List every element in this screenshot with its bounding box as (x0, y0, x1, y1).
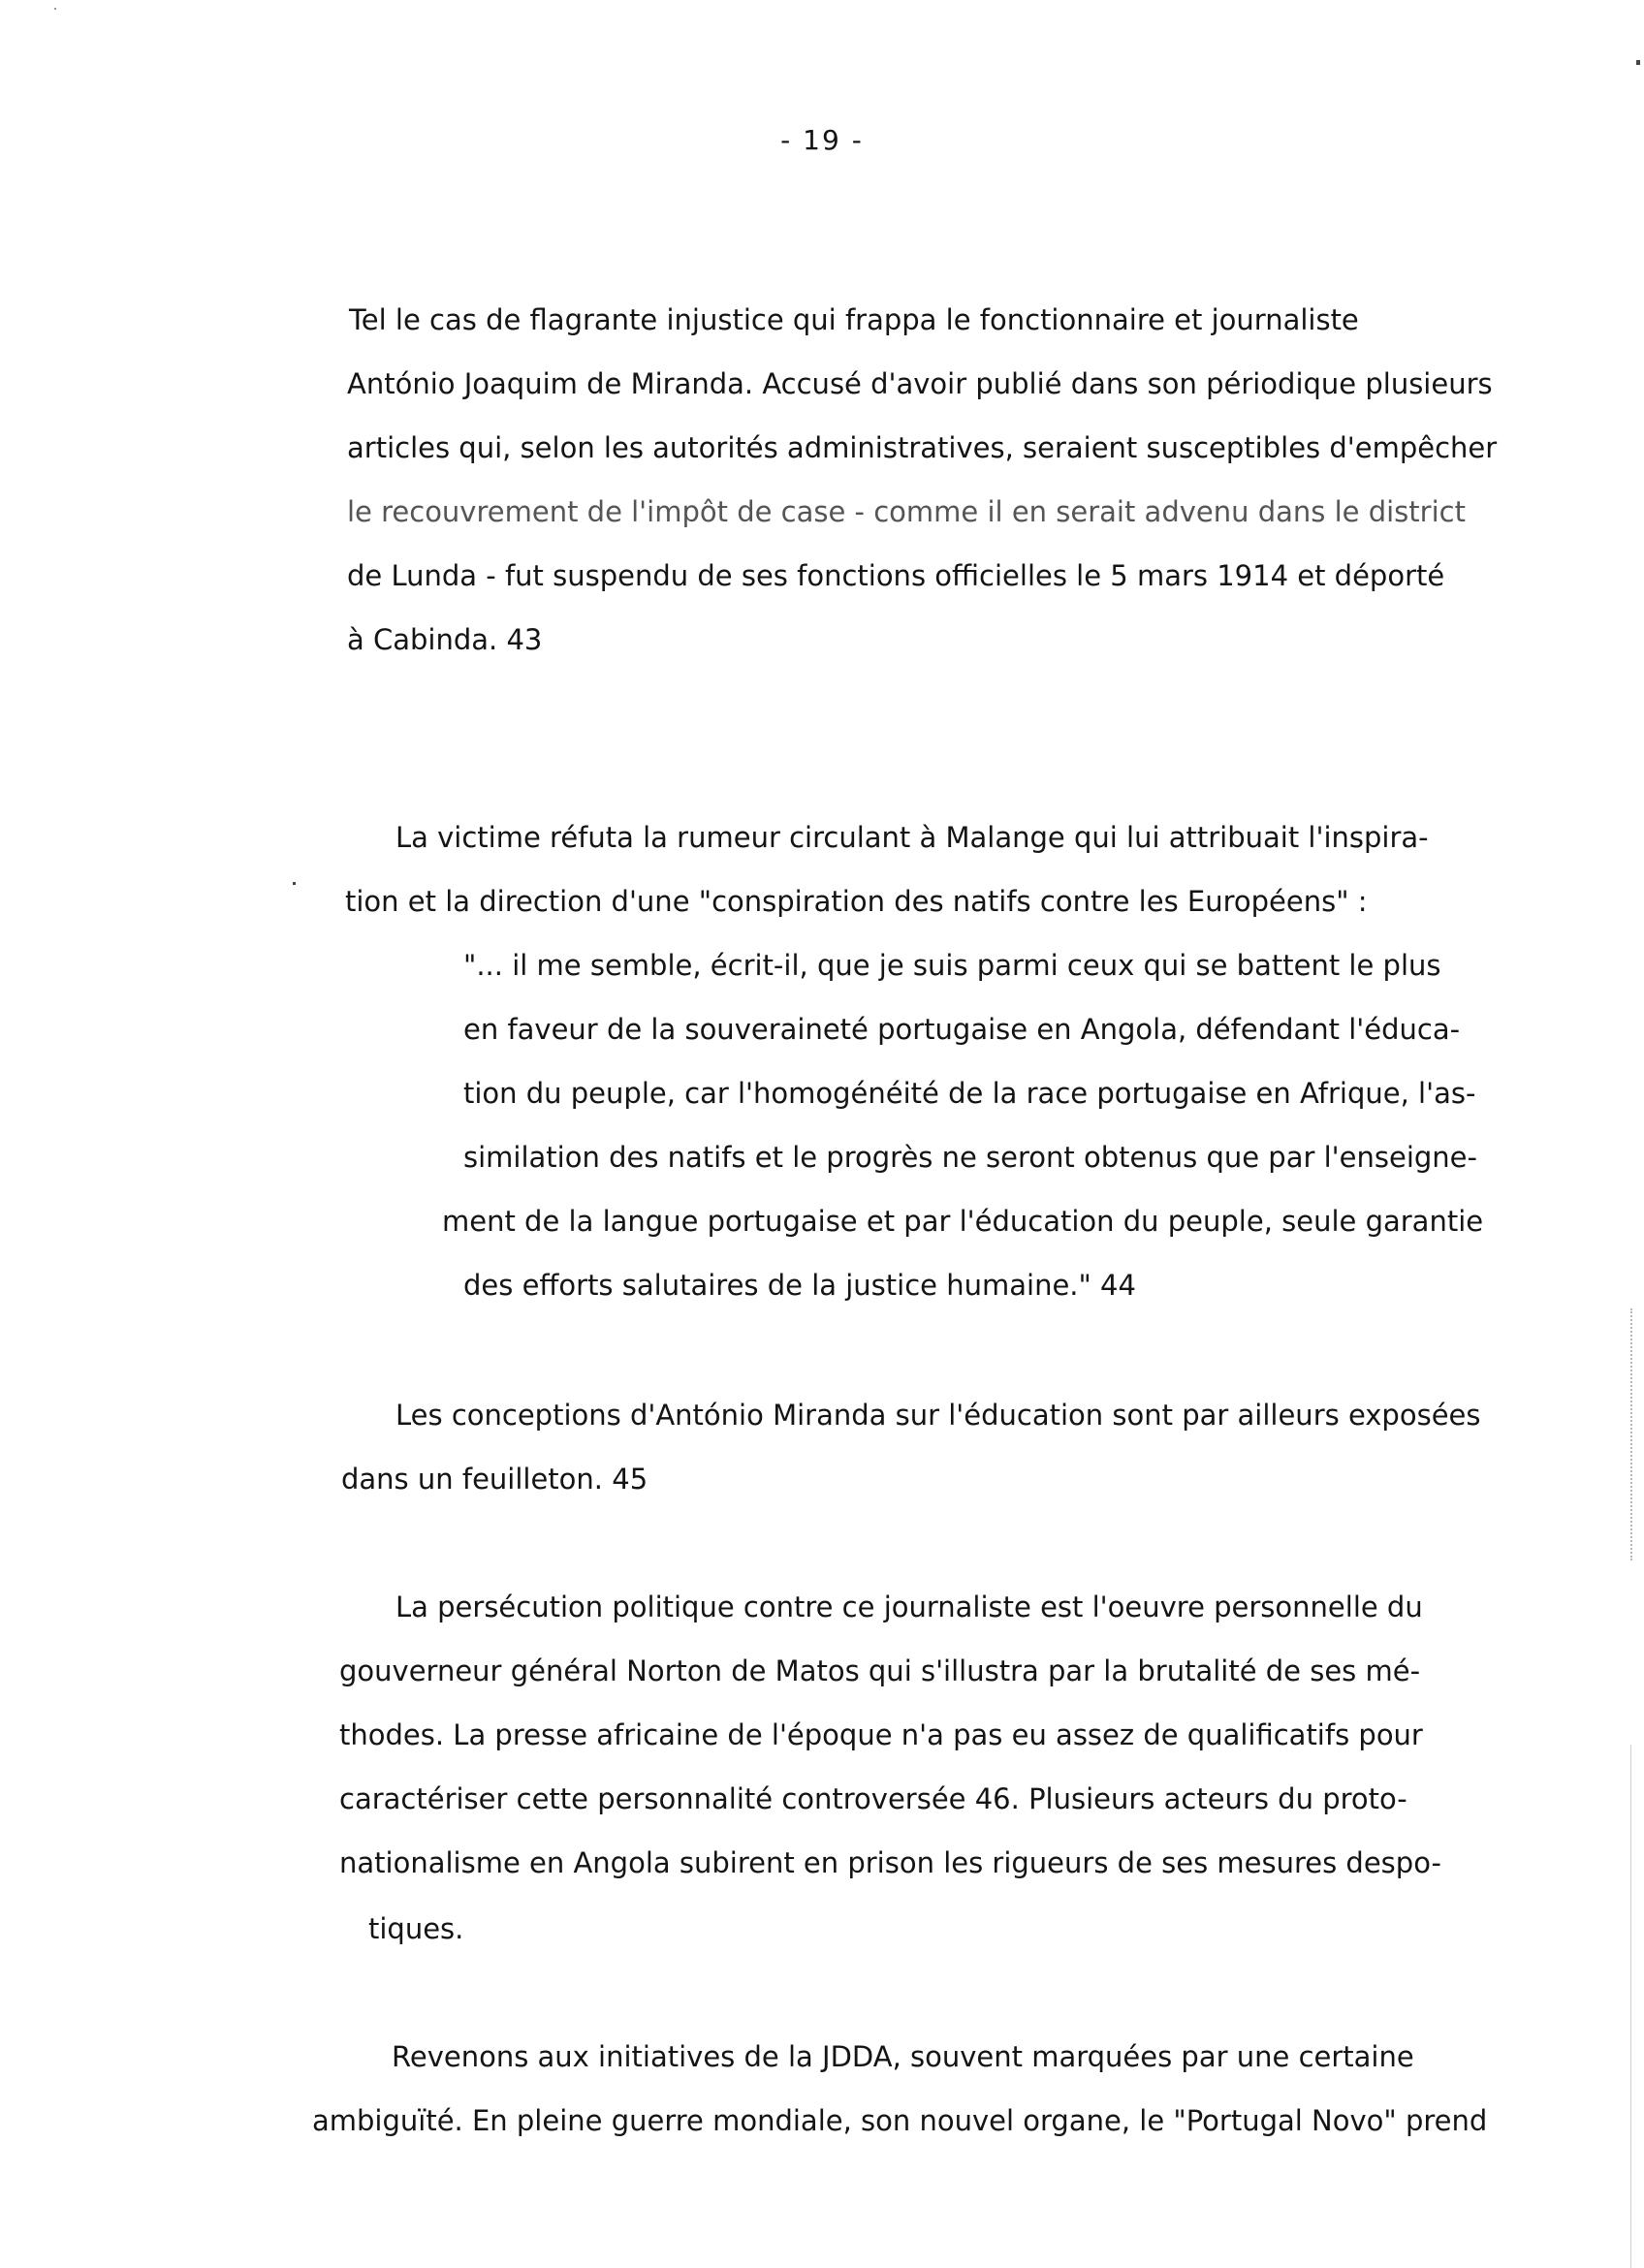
text-line: La persécution politique contre ce journaliste est l'oeuvre personnelle du (395, 1591, 1423, 1623)
quote-line: "... il me semble, écrit-il, que je suis parmi ceux qui se battent le plus (463, 949, 1441, 982)
scan-speck (54, 8, 56, 10)
text-line: La victime réfuta la rumeur circulant à Malange qui lui attribuait l'inspira- (395, 821, 1429, 854)
text-line: articles qui, selon les autorités administratives, seraient susceptibles d'empêcher (347, 431, 1498, 464)
scan-edge-line (1630, 1745, 1631, 2268)
text-line: gouverneur général Norton de Matos qui s'illustra par la brutalité de ses mé- (339, 1654, 1421, 1687)
text-line: dans un feuilleton. 45 (341, 1463, 648, 1496)
text-line: le recouvrement de l'impôt de case - comme il en serait advenu dans le district (347, 495, 1466, 528)
quote-line: ment de la langue portugaise et par l'éducation du peuple, seule garantie (442, 1205, 1484, 1238)
text-line: caractériser cette personnalité controversée 46. Plusieurs acteurs du proto- (339, 1782, 1407, 1815)
text-line: tiques. (368, 1912, 464, 1945)
scan-speck (1636, 60, 1640, 65)
scan-edge-line (1630, 1308, 1632, 1560)
quote-line: des efforts salutaires de la justice humaine." 44 (463, 1269, 1136, 1302)
text-line: à Cabinda. 43 (347, 623, 543, 656)
text-line: de Lunda - fut suspendu de ses fonctions officielles le 5 mars 1914 et déporté (347, 559, 1445, 592)
text-line: Les conceptions d'António Miranda sur l'éducation sont par ailleurs exposées (395, 1399, 1481, 1432)
text-line: António Joaquim de Miranda. Accusé d'avoir publié dans son périodique plusieurs (347, 367, 1493, 400)
text-line: Revenons aux initiatives de la JDDA, souvent marquées par une certaine (392, 2040, 1414, 2073)
text-line: Tel le cas de flagrante injustice qui frappa le fonctionnaire et journaliste (349, 303, 1359, 336)
quote-line: tion du peuple, car l'homogénéité de la race portugaise en Afrique, l'as- (463, 1077, 1476, 1110)
quote-line: en faveur de la souveraineté portugaise en Angola, défendant l'éduca- (463, 1013, 1461, 1046)
text-line: thodes. La presse africaine de l'époque n'a pas eu assez de qualificatifs pour (339, 1718, 1423, 1751)
page-number: - 19 - (780, 124, 864, 156)
text-line: nationalisme en Angola subirent en prison les rigueurs de ses mesures despo- (339, 1846, 1441, 1879)
scan-speck (293, 882, 296, 885)
text-line: ambiguïté. En pleine guerre mondiale, son nouvel organe, le "Portugal Novo" prend (312, 2104, 1488, 2137)
text-line: tion et la direction d'une "conspiration des natifs contre les Européens" : (345, 885, 1368, 918)
quote-line: similation des natifs et le progrès ne seront obtenus que par l'enseigne- (463, 1141, 1477, 1174)
